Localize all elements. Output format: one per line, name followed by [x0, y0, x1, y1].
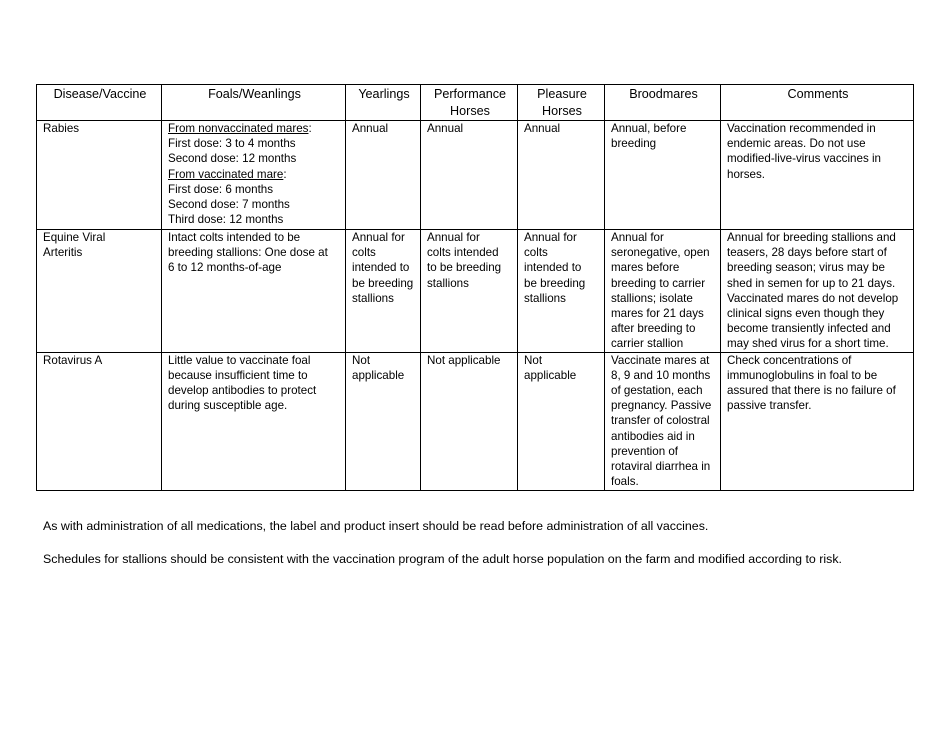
cell-disease: Rabies [37, 121, 162, 230]
cell-performance-horses: Annual [421, 121, 518, 230]
cell-disease: Rotavirus A [37, 352, 162, 490]
cell-foals-weanlings: Little value to vaccinate foal because insufficient time to develop antibodies to protect during susceptible age. [162, 352, 346, 490]
notes-section [43, 518, 923, 584]
cell-foals-weanlings: From nonvaccinated mares: First dose: 3 to 4 months Second dose: 12 months From vaccinated mare: First dose: 6 months Second dose: 7 months Third dose: 12 months [162, 121, 346, 230]
header-disease-vaccine: Disease/Vaccine [37, 85, 162, 121]
header-foals-weanlings: Foals/Weanlings [162, 85, 346, 121]
cell-foals-weanlings: Intact colts intended to be breeding stallions: One dose at 6 to 12 months-of-age [162, 230, 346, 353]
cell-performance-horses: Not applicable [421, 352, 518, 490]
cell-yearlings: Not applicable [346, 352, 421, 490]
cell-broodmares: Vaccinate mares at 8, 9 and 10 months of gestation, each pregnancy. Passive transfer of colostral antibodies aid in prevention of rotaviral diarrhea in foals. [605, 352, 721, 490]
cell-broodmares: Annual, before breeding [605, 121, 721, 230]
table-row-equine-viral-arteritis [37, 230, 914, 353]
cell-pleasure-horses: Annual for colts intended to be breeding stallions [518, 230, 605, 353]
note-stallion-schedules: Schedules for stallions should be consistent with the vaccination program of the adult horse population on the farm and modified according to risk. [43, 552, 842, 566]
table-row-rotavirus-a [37, 352, 914, 490]
table-row-rabies [37, 121, 914, 230]
heading-vaccinated-mare: From vaccinated mare [168, 167, 284, 181]
cell-yearlings: Annual for colts intended to be breeding stallions [346, 230, 421, 353]
cell-broodmares: Annual for seronegative, open mares before breeding to carrier stallions; isolate mares for 21 days after breeding to carrier stallion [605, 230, 721, 353]
cell-pleasure-horses: Not applicable [518, 352, 605, 490]
cell-yearlings: Annual [346, 121, 421, 230]
header-broodmares: Broodmares [605, 85, 721, 121]
note-label-insert: As with administration of all medications, the label and product insert should be read before administration of all vaccines. [43, 519, 709, 533]
cell-comments: Vaccination recommended in endemic areas. Do not use modified-live-virus vaccines in horses. [721, 121, 914, 230]
header-performance-horses: Performance Horses [421, 85, 518, 121]
heading-nonvaccinated-mares: From nonvaccinated mares [168, 122, 309, 135]
header-yearlings: Yearlings [346, 85, 421, 121]
cell-performance-horses: Annual for colts intended to be breeding stallions [421, 230, 518, 353]
cell-pleasure-horses: Annual [518, 121, 605, 230]
header-pleasure-horses: Pleasure Horses [518, 85, 605, 121]
cell-disease: Equine Viral Arteritis [37, 230, 162, 353]
header-comments: Comments [721, 85, 914, 121]
table-header-row [37, 85, 914, 121]
cell-comments: Annual for breeding stallions and teasers, 28 days before start of breeding season; virus may be shed in semen for up to 21 days. Vaccinated mares do not develop clinical signs even though they become transiently infected and may shed virus for a short time. [721, 230, 914, 353]
cell-comments: Check concentrations of immunoglobulins in foal to be assured that there is no failure of passive transfer. [721, 352, 914, 490]
vaccination-schedule-table [36, 84, 914, 491]
